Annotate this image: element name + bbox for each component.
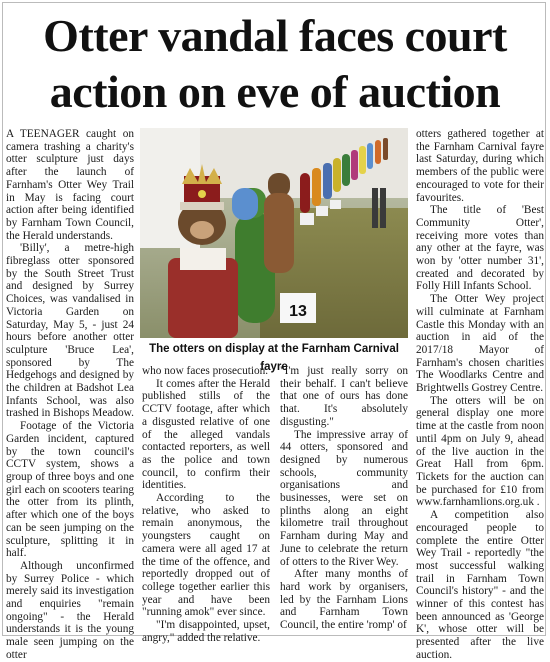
paragraph: The impressive array of 44 otters, sponsored and designed by numerous schools, community organisations and businesses, were set on plinths along an eight kilometre trail throughout Farnham during May and June to celebrate the return of otters to the River Wey. bbox=[280, 428, 408, 568]
paragraph: The Otter Wey project will culminate at Farnham Castle this Monday with an auction in aid of the 2017/18 Mayor of Farnham's chosen charities The Woodlarks Centre and Brightwells Gostrey Centre. bbox=[416, 293, 544, 395]
paragraph: who now faces prosecution. bbox=[142, 365, 269, 377]
paragraph: Although unconfirmed by Surrey Police - which merely said its investigation and enquiries "remain ongoing" - the Herald understands it is the young male seen jumping on the otter bbox=[6, 559, 134, 661]
paragraph: According to the relative, who asked to remain anonymous, the youngsters caught on camera were all aged 17 at the time of the offence, and reportedly dropped out of college together earlier this year and have been "running amok" ever since. bbox=[142, 492, 270, 619]
article-column-2 bbox=[142, 365, 270, 644]
headline bbox=[0, 8, 550, 120]
photo-caption: The otters on display at the Farnham Carnival fayre bbox=[149, 343, 399, 373]
otters-photo bbox=[140, 128, 408, 338]
paragraph: A competition also encouraged people to complete the entire Otter Wey Trail - reportedly "the most successful walking trail in Farnham Town Council's history" - and the winner of this contest has been announced as 'George K', whose otter will be presented after the live auction. bbox=[416, 509, 544, 661]
paragraph: "I'm disappointed, upset, angry," added the relative. bbox=[142, 619, 270, 644]
paragraph: A TEENAGER caught on camera trashing a charity's otter sculpture just days after the launch of Farnham's Otter Wey Trail in May is facing court action after being identified by Farnham Town Council, the Herald understands. bbox=[6, 128, 134, 242]
paragraph: The title of 'Best Community Otter', receiving more votes than any other at the fayre, was won by 'otter number 31', created and decorated by Folly Hill Infants School. bbox=[416, 204, 544, 293]
article-column-1 bbox=[6, 128, 134, 662]
headline-line-2: action on eve of auction bbox=[49, 66, 501, 117]
paragraph: "I'm just really sorry on their behalf. I can't believe that one of ours has done that. It's absolutely disgusting." bbox=[280, 365, 408, 428]
headline-line-1: Otter vandal faces court bbox=[43, 10, 507, 61]
paragraph: After many months of hard work by organisers, led by the Farnham Lions and Farnham Town Council, the entire 'romp' of bbox=[280, 568, 408, 632]
paragraph: The otters will be on general display one more time at the castle from noon until 4pm on July 9, ahead of the live auction in the Great Hall from 6pm. Tickets for the auction can be purchased for £10 from www.farnhamlions.org.uk . bbox=[416, 394, 544, 509]
plinth-number-sign: 13 bbox=[289, 303, 307, 320]
article-column-4 bbox=[416, 128, 544, 662]
paragraph: It comes after the Herald published stills of the CCTV footage, after which a disgusted relative of one of the alleged vandals contacted reporters, as well as the police and town council, to confirm their identities. bbox=[142, 377, 270, 492]
paragraph: 'Billy', a metre-high fibreglass otter sponsored by the South Street Trust and designed by Surrey Choices, was vandalised in Victoria Garden on Saturday, May 5, - just 24 hours before another otter sculpture 'Bruce Lea', sponsored by The Hedgehogs and designed by the children at Badshot Lea Infants School, was also trashed in Bishops Meadow. bbox=[6, 242, 134, 420]
article-column-3 bbox=[280, 365, 408, 632]
paragraph: otters gathered together at the Farnham Carnival fayre last Saturday, during which members of the public were encouraged to vote for their favourites. bbox=[416, 128, 544, 204]
paragraph: Footage of the Victoria Garden incident, captured by the town council's CCTV system, shows a group of three boys and one girl each on scooters tearing the otter from its plinth, after which one of the boys can be seen jumping on the sculpture, splitting it in half. bbox=[6, 420, 134, 560]
otters-photo-illustration bbox=[140, 128, 408, 338]
